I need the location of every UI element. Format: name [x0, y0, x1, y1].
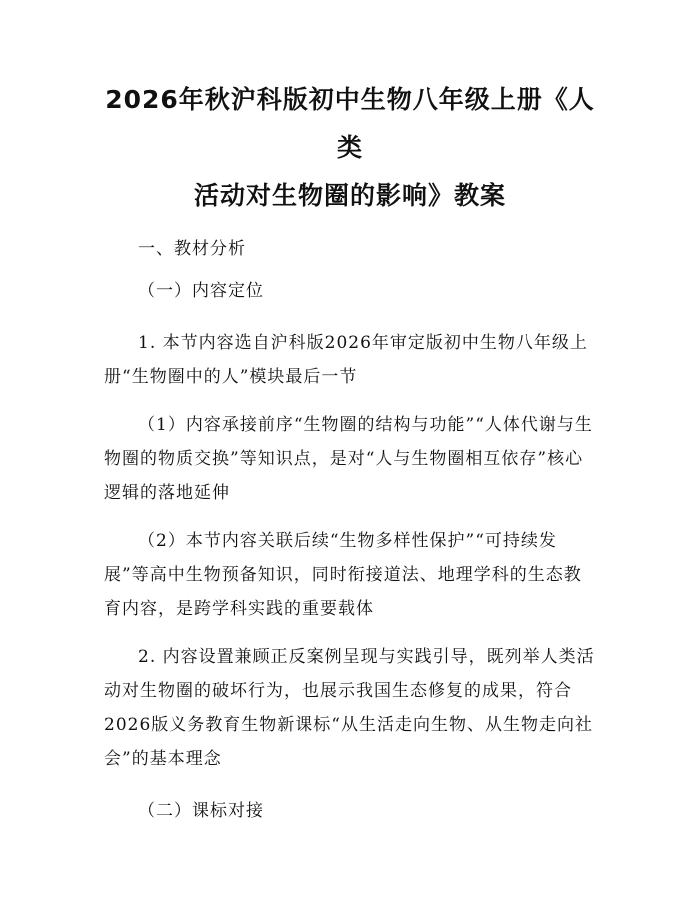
title-line-2: 活动对生物圈的影响》教案: [193, 181, 506, 210]
paragraph-1-2: （2）本节内容关联后续“生物多样性保护”“可持续发展”等高中生物预备知识，同时衔接道法、地理学科的生态教育内容，是跨学科实践的重要载体: [104, 531, 582, 619]
paragraph-2: 2. 内容设置兼顾正反案例呈现与实践引导，既列举人类活动对生物圈的破坏行为，也展示我国生态修复的成果，符合2026版义务教育生物新课标“从生活走向生物、从生物走向社会”的基本理念: [104, 647, 595, 769]
document-title: [104, 0, 596, 220]
document-body: [104, 232, 596, 828]
subsection-heading-content-positioning: （一）内容定位: [138, 281, 264, 301]
section-heading-teaching-material-analysis: 一、教材分析: [138, 239, 246, 259]
paragraph-1: 1. 本节内容选自沪科版2026年审定版初中生物八年级上册“生物圈中的人”模块最后一节: [104, 333, 588, 387]
subsection-heading-curriculum-alignment: （二）课标对接: [138, 801, 264, 821]
title-line-1: 2026年秋沪科版初中生物八年级上册《人类: [105, 85, 595, 162]
paragraph-1-1: （1）内容承接前序“生物圈的结构与功能”“人体代谢与生物圈的物质交换”等知识点，是对“人与生物圈相互依存”核心逻辑的落地延伸: [104, 415, 593, 503]
